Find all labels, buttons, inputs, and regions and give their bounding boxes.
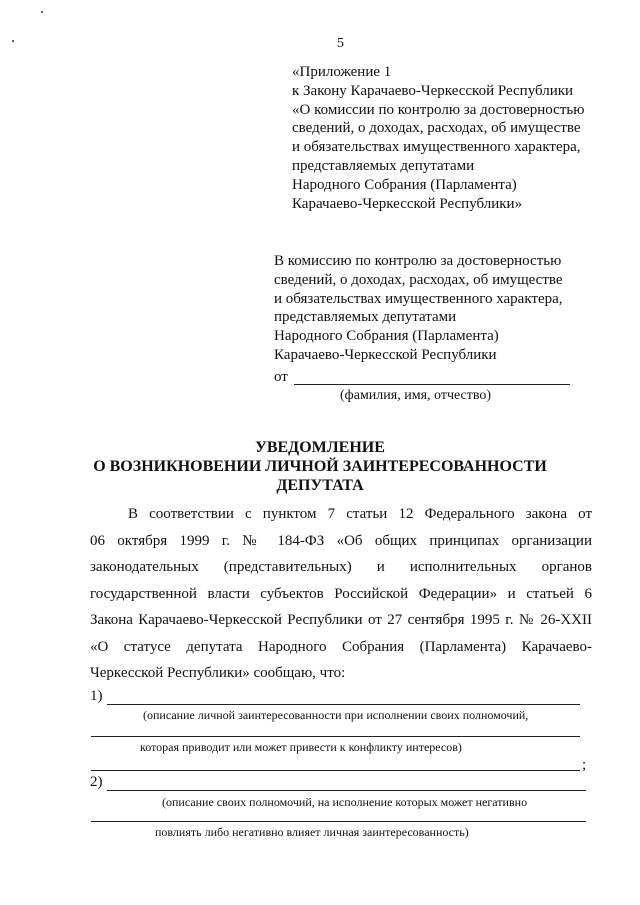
annex-line: Народного Собрания (Парламента) [292, 176, 517, 193]
addressee-line: представляемых депутатами [274, 309, 457, 326]
body-line: «О статусе депутата Народного Собрания (Парламента) Карачаево- [90, 638, 592, 655]
document-subtitle: ДЕПУТАТА [276, 477, 364, 494]
annex-header [292, 63, 584, 213]
addressee-line: сведений, о доходах, расходах, об имуществе [274, 271, 563, 288]
page-number: 5 [337, 36, 344, 51]
document-subtitle: О ВОЗНИКНОВЕНИИ ЛИЧНОЙ ЗАИНТЕРЕСОВАННОСТИ [93, 458, 547, 475]
addressee-line: и обязательствах имущественного характера, [274, 290, 563, 307]
addressee-block [274, 252, 563, 365]
annex-line: «О комиссии по контролю за достоверностью [292, 101, 585, 118]
from-caption: (фамилия, имя, отчество) [340, 388, 492, 403]
scan-speck [41, 11, 43, 13]
item2-marker: 2) [90, 774, 103, 790]
item1-fill-line [91, 736, 580, 737]
annex-line: «Приложение 1 [292, 64, 392, 80]
from-fill-line [294, 384, 570, 385]
body-line: государственной власти субъектов Российской Федерации» и статьей 6 [90, 585, 592, 602]
annex-line: сведений, о доходах, расходах, об имуществе [292, 120, 581, 137]
addressee-line: Карачаево-Черкесской Республики [274, 346, 497, 363]
body-line: Закона Карачаево-Черкесской Республики от 27 сентября 1995 г. № 26-XXII [90, 612, 592, 628]
item1-marker: 1) [90, 688, 103, 704]
annex-line: к Закону Карачаево-Черкесской Республики [292, 82, 574, 99]
addressee-line: Народного Собрания (Парламента) [274, 328, 499, 345]
body-line: В соответствии с пунктом 7 статьи 12 Федерального закона от [128, 506, 592, 522]
item1-caption: которая приводит или может привести к конфликту интересов) [140, 740, 462, 754]
item1-end-mark: ; [582, 757, 587, 773]
annex-line: представляемых депутатами [292, 157, 475, 174]
item2-fill-line [107, 790, 586, 791]
item1-fill-line [91, 770, 580, 771]
body-line: законодательных (представительных) и исполнительных органов [90, 559, 592, 575]
annex-line: и обязательствах имущественного характера, [292, 139, 581, 156]
item2-fill-line [91, 821, 586, 822]
annex-line: Карачаево-Черкесской Республики» [292, 195, 523, 212]
item2-caption: повлиять либо негативно влияет личная заинтересованность) [155, 825, 469, 839]
item1-caption: (описание личной заинтересованности при исполнении своих полномочий, [143, 708, 529, 722]
addressee-line: В комиссию по контролю за достоверностью [274, 253, 562, 269]
item1-fill-line [107, 704, 580, 705]
item2-caption: (описание своих полномочий, на исполнение которых может негативно [162, 795, 528, 809]
body-line: 06 октября 1999 г. № 184-ФЗ «Об общих принципах организации [90, 532, 592, 549]
body-paragraph [90, 501, 592, 687]
from-label: от [274, 369, 288, 385]
document-title: УВЕДОМЛЕНИЕ [255, 439, 385, 456]
scan-speck [12, 40, 14, 42]
body-line: Черкесской Республики» сообщаю, что: [90, 665, 346, 681]
